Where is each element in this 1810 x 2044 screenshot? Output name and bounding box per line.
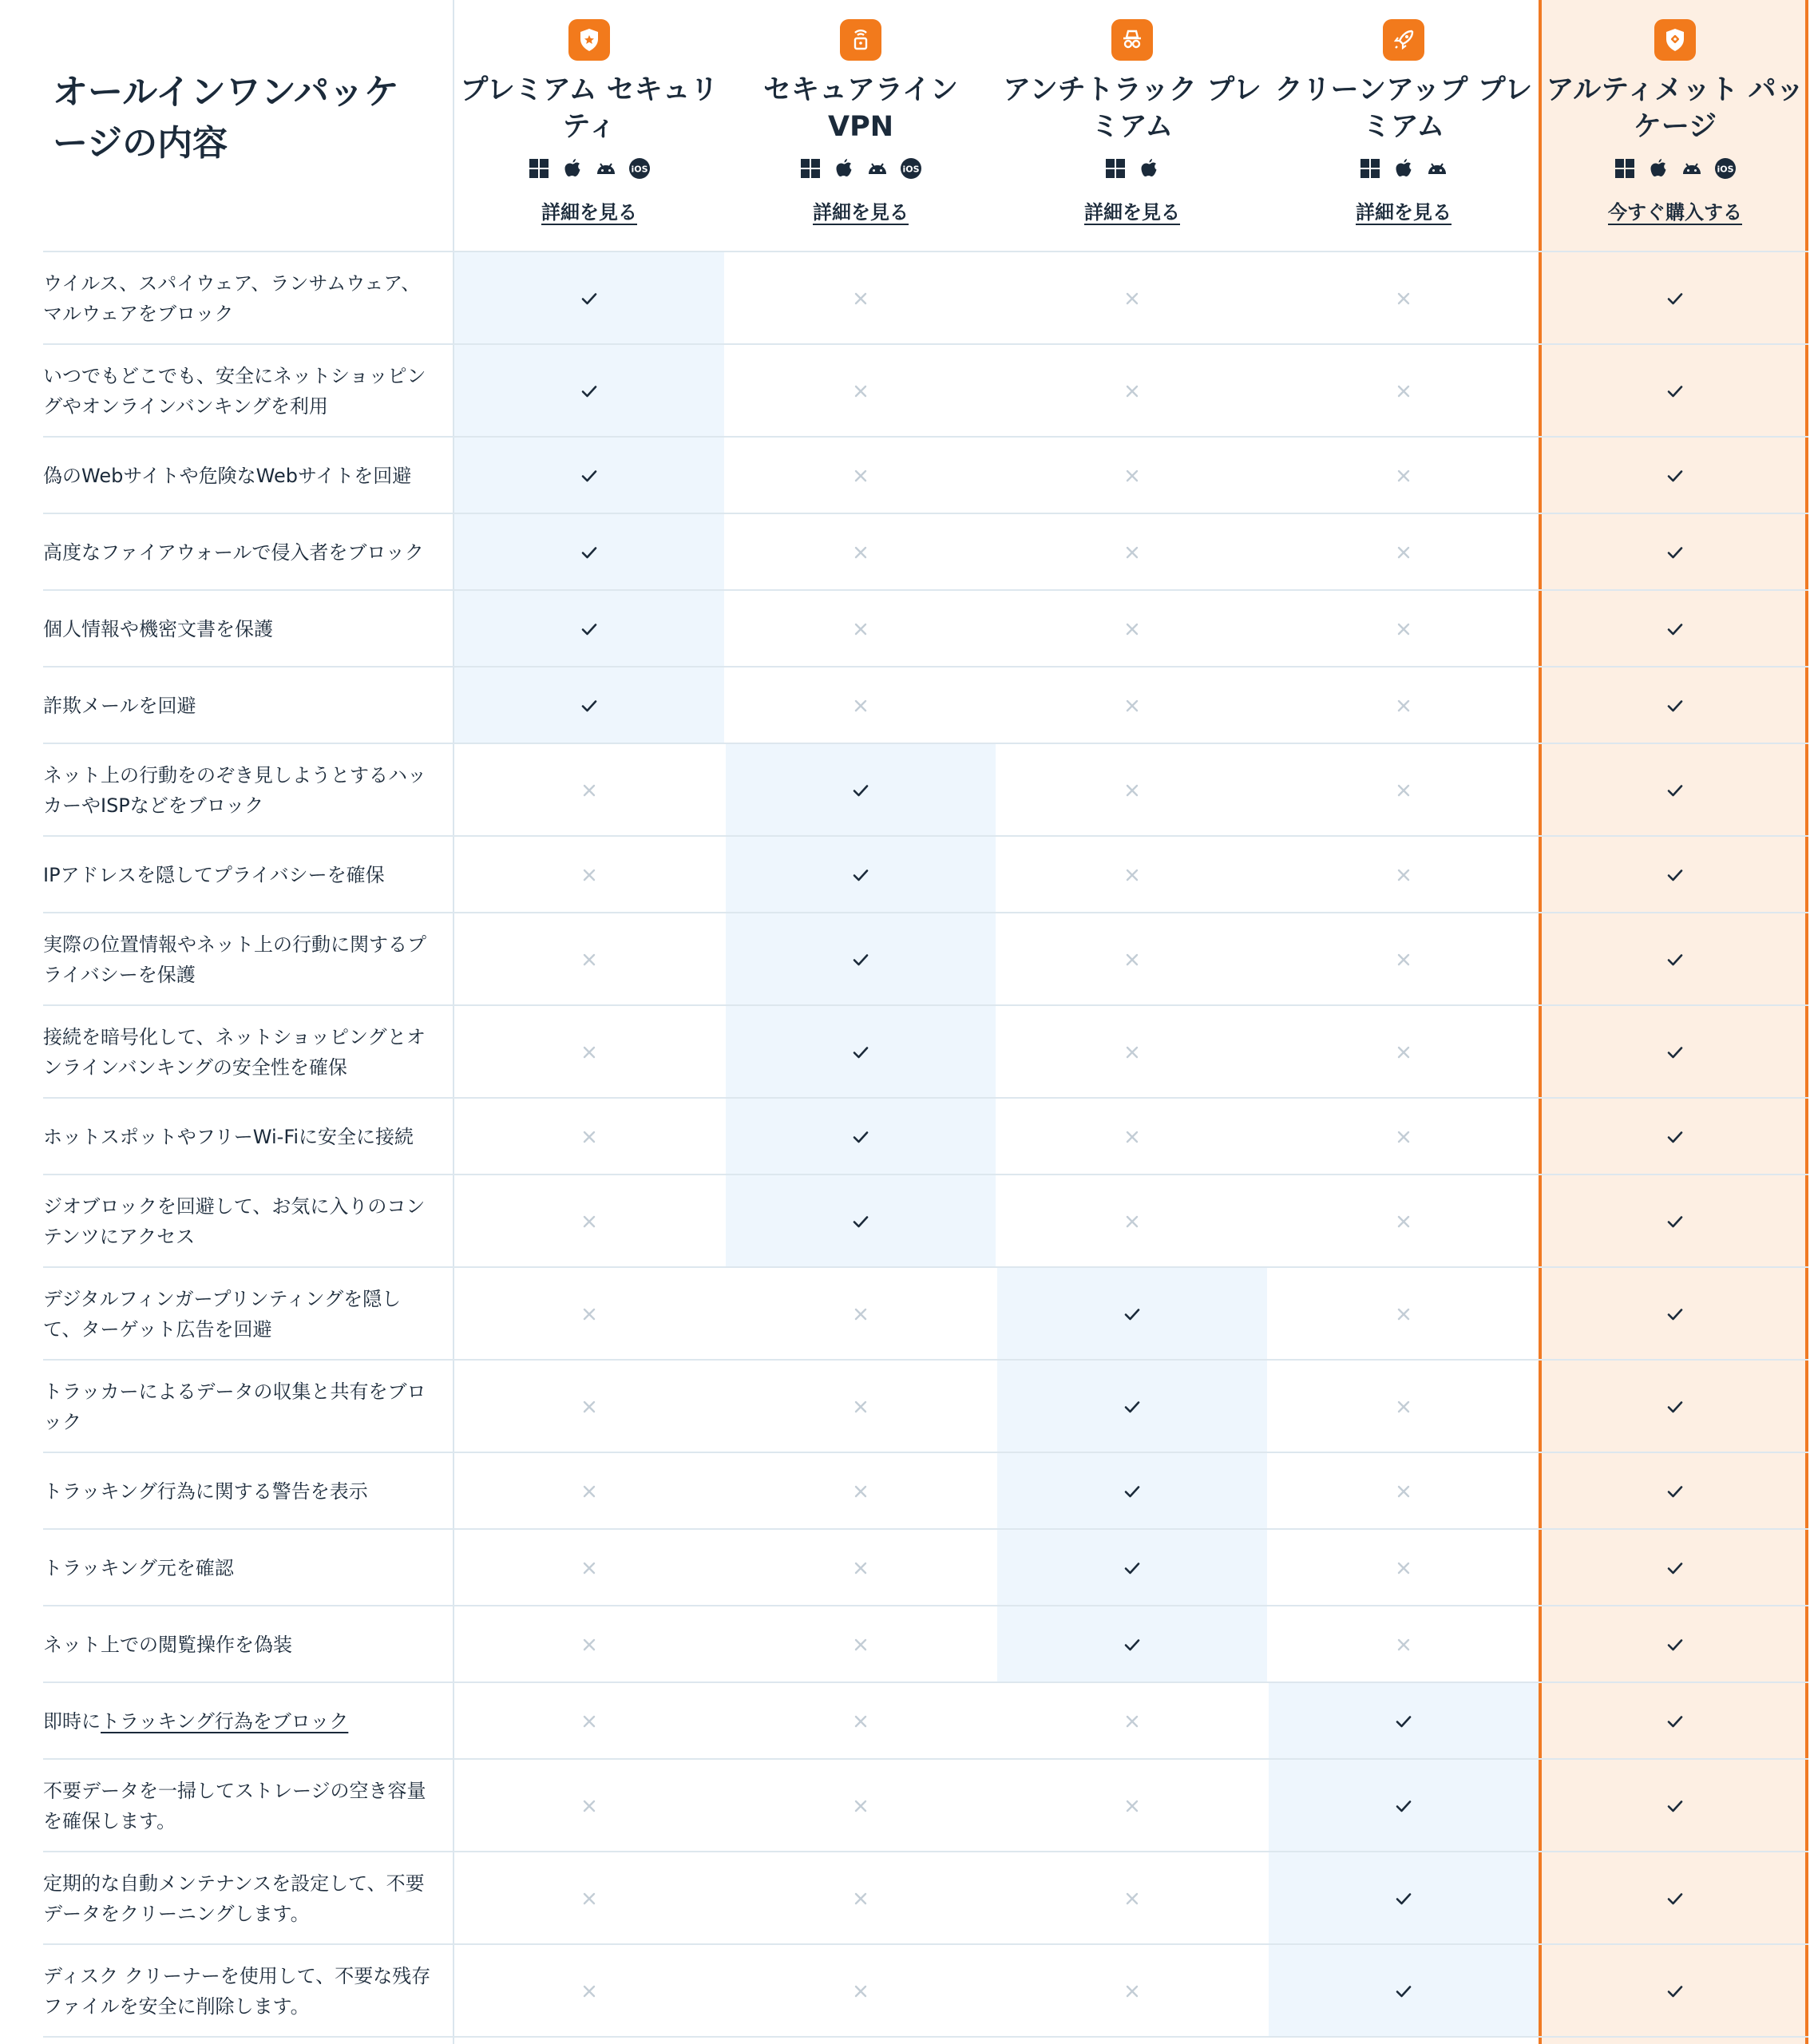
feature-label <box>43 438 434 514</box>
cross-icon <box>848 1479 873 1504</box>
product-header-ultimate <box>1540 19 1810 224</box>
feature-label <box>43 1606 434 1683</box>
cross-icon <box>1391 1394 1416 1420</box>
check-icon <box>576 616 602 642</box>
ios-icon <box>628 156 652 180</box>
page-title: オールインワンパッケージの内容 <box>53 72 399 164</box>
check-icon <box>576 286 602 311</box>
table-row <box>0 1852 1810 1945</box>
feature-label <box>43 837 434 913</box>
cross-icon <box>1391 378 1416 404</box>
feature-text: IPアドレスを隠してプライバシーを確保 <box>43 864 385 886</box>
check-icon <box>576 378 602 404</box>
check-icon <box>1662 463 1688 489</box>
check-icon <box>1119 1479 1145 1504</box>
check-icon <box>1391 1886 1416 1911</box>
cross-icon <box>576 1632 602 1658</box>
table-row <box>0 591 1810 667</box>
table-row <box>0 1530 1810 1606</box>
check-icon <box>1391 1709 1416 1734</box>
cross-icon <box>848 378 873 404</box>
row-divider <box>43 2036 1808 2038</box>
feature-label <box>43 1683 434 1760</box>
check-icon <box>1662 540 1688 565</box>
check-icon <box>848 1209 873 1234</box>
cross-icon <box>1119 1124 1145 1150</box>
android-icon <box>1680 156 1704 180</box>
feature-link[interactable]: トラッキング行為をブロック <box>101 1710 349 1733</box>
feature-text: 詐欺メールを回避 <box>43 695 196 717</box>
cross-icon <box>848 1394 873 1420</box>
cross-icon <box>576 1124 602 1150</box>
cross-icon <box>848 1793 873 1819</box>
table-row <box>0 1268 1810 1361</box>
cross-icon <box>576 862 602 888</box>
check-icon <box>1391 1979 1416 2004</box>
android-icon <box>1425 156 1449 180</box>
feature-label <box>43 1361 434 1453</box>
cross-icon <box>1391 616 1416 642</box>
feature-text: 偽のWebサイトや危険なWebサイトを回避 <box>43 465 412 487</box>
table-row <box>0 1099 1810 1175</box>
table-row <box>0 252 1810 345</box>
cross-icon <box>1391 947 1416 972</box>
feature-label <box>43 1453 434 1530</box>
table-row <box>0 1361 1810 1453</box>
check-icon <box>1662 947 1688 972</box>
feature-label <box>43 913 434 1006</box>
feature-text: 不要データを一掃してストレージの空き容量を確保します。 <box>43 1780 426 1832</box>
cross-icon <box>576 1040 602 1065</box>
cross-icon <box>1391 1209 1416 1234</box>
product-header-secureline-vpn <box>726 19 996 224</box>
cross-icon <box>1391 693 1416 719</box>
check-icon <box>1391 1793 1416 1819</box>
cross-icon <box>1391 286 1416 311</box>
svg-text:iOS: iOS <box>1717 164 1734 175</box>
cross-icon <box>576 947 602 972</box>
cross-icon <box>1119 778 1145 803</box>
apple-icon <box>560 156 584 180</box>
windows-icon <box>527 156 551 180</box>
lock-signal-icon <box>840 19 881 61</box>
check-icon <box>1662 1209 1688 1234</box>
check-icon <box>576 693 602 719</box>
cross-icon <box>1119 1040 1145 1065</box>
ios-icon <box>1713 156 1737 180</box>
feature-text: ジオブロックを回避して、お気に入りのコンテンツにアクセス <box>43 1195 426 1248</box>
cross-icon <box>1119 540 1145 565</box>
check-icon <box>1662 693 1688 719</box>
feature-label <box>43 1530 434 1606</box>
check-icon <box>848 1040 873 1065</box>
check-icon <box>1662 862 1688 888</box>
check-icon <box>1662 1394 1688 1420</box>
check-icon <box>1662 1124 1688 1150</box>
buy-now-link[interactable]: 今すぐ購入する <box>1608 201 1742 224</box>
feature-label <box>43 1175 434 1268</box>
feature-text: ネット上での閲覧操作を偽装 <box>43 1634 292 1656</box>
incognito-icon <box>1111 19 1153 61</box>
table-row <box>0 1683 1810 1760</box>
feature-text: いつでもどこでも、安全にネットショッピングやオンラインバンキングを利用 <box>43 365 426 418</box>
check-icon <box>576 463 602 489</box>
apple-icon <box>1137 156 1161 180</box>
cross-icon <box>576 1979 602 2004</box>
feature-text: デジタルフィンガープリンティングを隠して、ターゲット広告を回避 <box>43 1288 402 1341</box>
check-icon <box>1662 1886 1688 1911</box>
platform-list <box>997 156 1267 180</box>
table-row <box>0 667 1810 744</box>
feature-label <box>43 1099 434 1175</box>
feature-text: 高度なファイアウォールで侵入者をブロック <box>43 541 424 564</box>
cross-icon <box>1391 1555 1416 1581</box>
product-name: セキュアライン VPN <box>763 74 958 143</box>
table-row <box>0 1453 1810 1530</box>
check-icon <box>1662 1301 1688 1327</box>
cross-icon <box>1119 862 1145 888</box>
cross-icon <box>1119 1209 1145 1234</box>
ios-icon <box>899 156 923 180</box>
feature-label <box>43 744 434 837</box>
check-icon <box>848 1124 873 1150</box>
android-icon <box>865 156 889 180</box>
platform-list <box>726 156 996 180</box>
feature-text: ディスク クリーナーを使用して、不要な残存ファイルを安全に削除します。 <box>43 1965 431 2018</box>
cross-icon <box>576 1793 602 1819</box>
feature-label <box>43 591 434 667</box>
check-icon <box>1662 1979 1688 2004</box>
feature-text: ホットスポットやフリーWi-Fiに安全に接続 <box>43 1126 414 1148</box>
check-icon <box>1662 1709 1688 1734</box>
check-icon <box>1662 616 1688 642</box>
cross-icon <box>576 1886 602 1911</box>
check-icon <box>1662 778 1688 803</box>
cross-icon <box>1119 378 1145 404</box>
rocket-icon <box>1383 19 1424 61</box>
product-header-premium-security <box>454 19 724 224</box>
feature-label <box>43 1852 434 1945</box>
cross-icon <box>848 1555 873 1581</box>
cross-icon <box>848 540 873 565</box>
product-header-cleanup-premium <box>1269 19 1539 224</box>
windows-icon <box>798 156 822 180</box>
check-icon <box>1119 1301 1145 1327</box>
feature-label <box>43 1006 434 1099</box>
feature-text: トラッキング行為に関する警告を表示 <box>43 1480 368 1503</box>
cross-icon <box>848 1979 873 2004</box>
feature-label <box>43 252 434 345</box>
svg-text:iOS: iOS <box>902 164 920 175</box>
apple-icon <box>1392 156 1416 180</box>
cross-icon <box>848 1301 873 1327</box>
cross-icon <box>1119 463 1145 489</box>
check-icon <box>848 947 873 972</box>
table-row <box>0 1945 1810 2038</box>
table-row <box>0 514 1810 591</box>
check-icon <box>848 778 873 803</box>
shield-star-icon <box>568 19 610 61</box>
cross-icon <box>1119 1979 1145 2004</box>
check-icon <box>1662 286 1688 311</box>
check-icon <box>1662 378 1688 404</box>
cross-icon <box>576 1709 602 1734</box>
check-icon <box>1119 1555 1145 1581</box>
cross-icon <box>1391 1124 1416 1150</box>
feature-text: 実際の位置情報やネット上の行動に関するプライバシーを保護 <box>43 933 426 986</box>
details-link[interactable]: 詳細を見る <box>813 201 909 224</box>
table-row <box>0 438 1810 514</box>
check-icon <box>1662 1040 1688 1065</box>
cross-icon <box>1391 1479 1416 1504</box>
feature-label <box>43 1760 434 1852</box>
check-icon <box>1662 1479 1688 1504</box>
cross-icon <box>1391 540 1416 565</box>
feature-text: トラッキング元を確認 <box>43 1557 234 1579</box>
cross-icon <box>576 1209 602 1234</box>
cross-icon <box>576 1555 602 1581</box>
cross-icon <box>1119 1886 1145 1911</box>
cross-icon <box>1391 1301 1416 1327</box>
details-link[interactable]: 詳細を見る <box>1084 201 1180 224</box>
windows-icon <box>1103 156 1127 180</box>
feature-text: トラッカーによるデータの収集と共有をブロック <box>43 1380 426 1433</box>
cross-icon <box>848 1632 873 1658</box>
windows-icon <box>1613 156 1637 180</box>
product-name: プレミアム セキュリティ <box>460 74 719 143</box>
cross-icon <box>1391 778 1416 803</box>
android-icon <box>594 156 618 180</box>
cross-icon <box>1391 862 1416 888</box>
product-name: クリーンアップ プレミアム <box>1274 74 1533 143</box>
feature-text: ネット上の行動をのぞき見しようとするハッカーやISPなどをブロック <box>43 764 426 817</box>
cross-icon <box>848 693 873 719</box>
product-header-antitrack-premium <box>997 19 1267 224</box>
table-row <box>0 1006 1810 1099</box>
check-icon <box>1662 1632 1688 1658</box>
table-row <box>0 1175 1810 1268</box>
apple-icon <box>832 156 856 180</box>
cross-icon <box>576 1479 602 1504</box>
cross-icon <box>1119 1709 1145 1734</box>
check-icon <box>1119 1632 1145 1658</box>
check-icon <box>1662 1555 1688 1581</box>
check-icon <box>1119 1394 1145 1420</box>
cross-icon <box>1119 1793 1145 1819</box>
cross-icon <box>576 1394 602 1420</box>
windows-icon <box>1358 156 1382 180</box>
platform-list <box>454 156 724 180</box>
cross-icon <box>848 463 873 489</box>
feature-label <box>43 667 434 744</box>
product-name: アルティメット パッケージ <box>1546 74 1804 143</box>
details-link[interactable]: 詳細を見る <box>541 201 637 224</box>
feature-text: 定期的な自動メンテナンスを設定して、不要データをクリーニングします。 <box>43 1872 425 1925</box>
shield-ultimate-icon <box>1654 19 1696 61</box>
feature-label <box>43 1945 434 2038</box>
platform-list <box>1540 156 1810 180</box>
cross-icon <box>576 1301 602 1327</box>
table-row <box>0 1606 1810 1683</box>
apple-icon <box>1646 156 1670 180</box>
cross-icon <box>1391 1632 1416 1658</box>
feature-text: 即時にトラッキング行為をブロック <box>43 1710 349 1733</box>
platform-list <box>1269 156 1539 180</box>
product-name: アンチトラック プレミアム <box>1003 74 1261 143</box>
cross-icon <box>848 286 873 311</box>
check-icon <box>848 862 873 888</box>
cross-icon <box>1119 947 1145 972</box>
table-row <box>0 837 1810 913</box>
cross-icon <box>1391 1040 1416 1065</box>
cross-icon <box>1119 693 1145 719</box>
table-row <box>0 744 1810 837</box>
check-icon <box>576 540 602 565</box>
cross-icon <box>576 778 602 803</box>
feature-text: ウイルス、スパイウェア、ランサムウェア、マルウェアをブロック <box>43 272 421 325</box>
cross-icon <box>848 1709 873 1734</box>
feature-label <box>43 1268 434 1361</box>
feature-label <box>43 345 434 438</box>
cross-icon <box>1119 616 1145 642</box>
cross-icon <box>1391 463 1416 489</box>
svg-text:iOS: iOS <box>631 164 648 175</box>
table-row <box>0 913 1810 1006</box>
feature-label <box>43 514 434 591</box>
feature-text: 個人情報や機密文書を保護 <box>43 618 273 640</box>
cross-icon <box>848 616 873 642</box>
details-link[interactable]: 詳細を見る <box>1356 201 1452 224</box>
cross-icon <box>1119 286 1145 311</box>
table-row <box>0 345 1810 438</box>
feature-text: 接続を暗号化して、ネットショッピングとオンラインバンキングの安全性を確保 <box>43 1026 426 1079</box>
cross-icon <box>848 1886 873 1911</box>
table-row <box>0 1760 1810 1852</box>
check-icon <box>1662 1793 1688 1819</box>
